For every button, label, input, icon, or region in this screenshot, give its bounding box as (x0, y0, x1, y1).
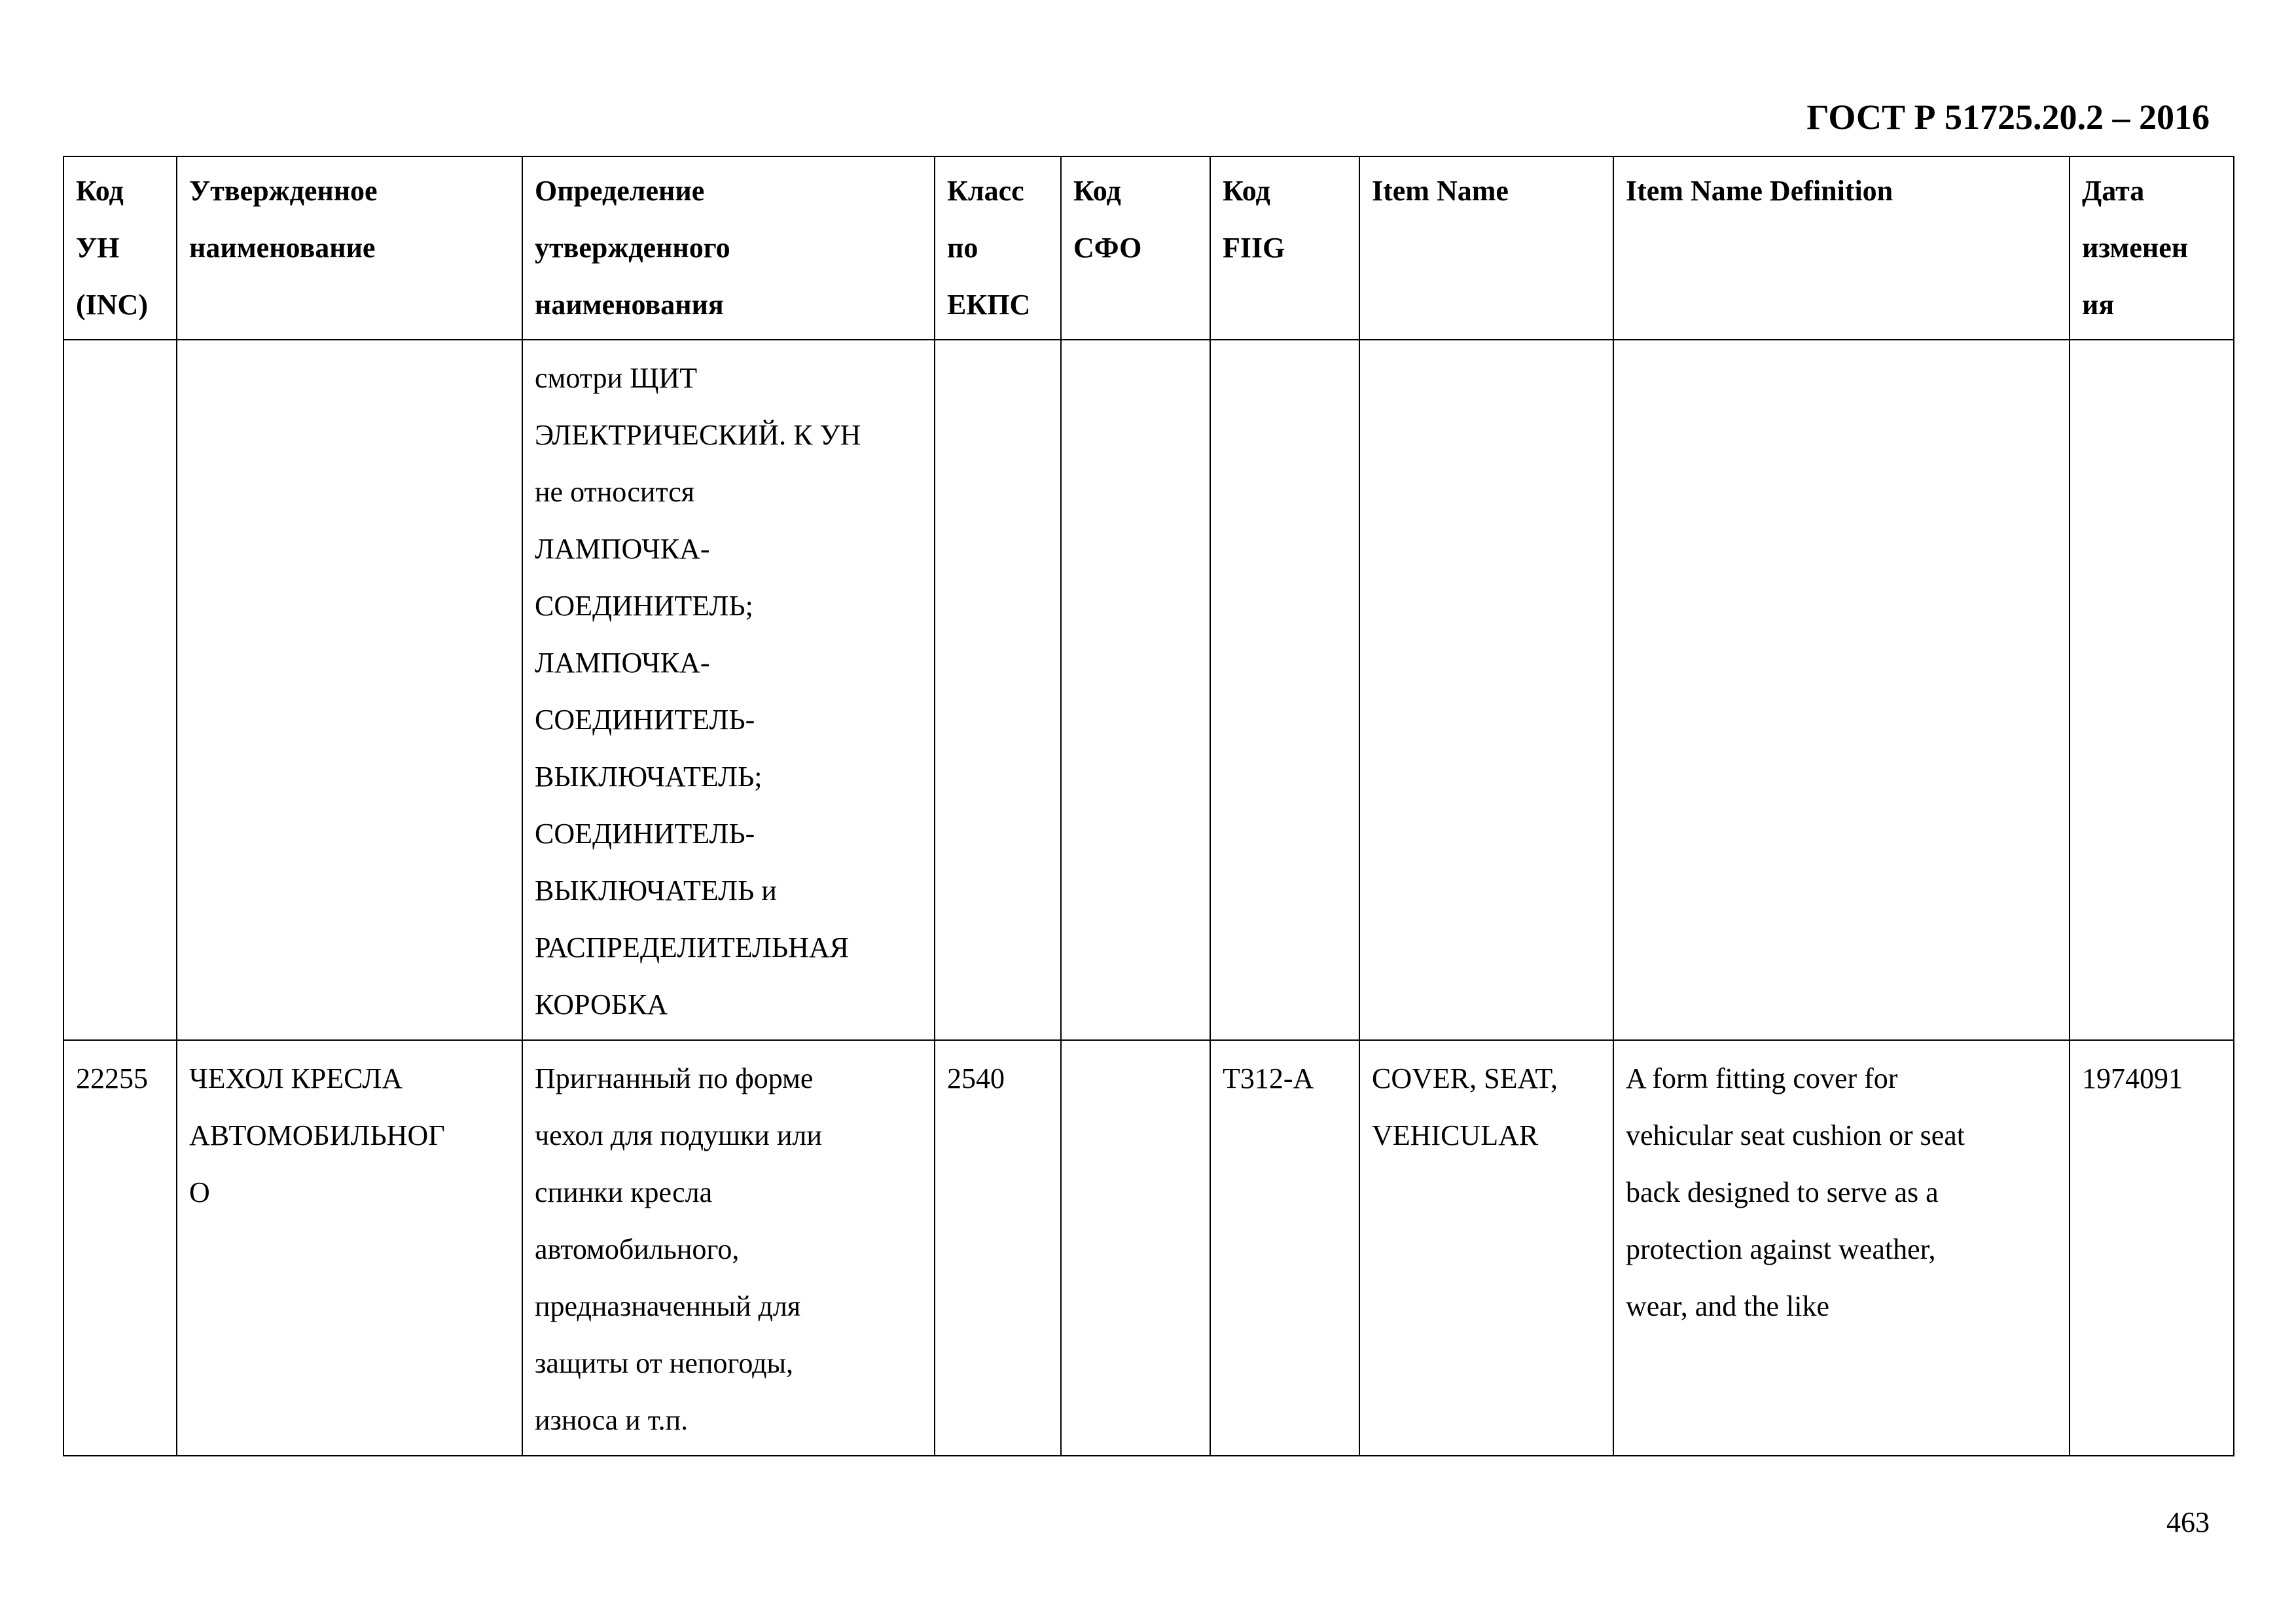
table-row (63, 1040, 2234, 1456)
cell-item-name: COVER, SEAT, VEHICULAR (1359, 1040, 1613, 1456)
header-item-name: Item Name (1359, 156, 1613, 340)
cell-item-name-definition: A form fitting cover for vehicular seat cushion or seat back designed to serve as a protection against weather, wear, and the like (1613, 1040, 2070, 1456)
header-fiig-code: Код FIIG (1210, 156, 1359, 340)
cell-change-date: 1974091 (2070, 1040, 2234, 1456)
item-names-table (63, 156, 2234, 1456)
cell-sfo-code (1061, 1040, 1210, 1456)
header-definition: Определение утвержденного наименования (522, 156, 935, 340)
header-ekps-class: Класс по ЕКПС (935, 156, 1061, 340)
page-number: 463 (2166, 1506, 2210, 1538)
cell-item-name-definition (1613, 340, 2070, 1040)
document-standard-title: ГОСТ Р 51725.20.2 – 2016 (1806, 98, 2210, 137)
header-item-name-definition: Item Name Definition (1613, 156, 2070, 340)
table-header-row (63, 156, 2234, 340)
cell-inc: 22255 (63, 1040, 177, 1456)
cell-ekps-class (935, 340, 1061, 1040)
header-inc: Код УН (INC) (63, 156, 177, 340)
cell-definition: Пригнанный по форме чехол для подушки или спинки кресла автомобильного, предназначенный для защиты от непогоды, износа и т.п. (522, 1040, 935, 1456)
cell-definition: смотри ЩИТ ЭЛЕКТРИЧЕСКИЙ. К УН не относится ЛАМПОЧКА- СОЕДИНИТЕЛЬ; ЛАМПОЧКА- СОЕДИНИТЕЛЬ- ВЫКЛЮЧАТЕЛЬ; СОЕДИНИТЕЛЬ- ВЫКЛЮЧАТЕЛЬ и РАСПРЕДЕЛИТЕЛЬНАЯ КОРОБКА (522, 340, 935, 1040)
header-sfo-code: Код СФО (1061, 156, 1210, 340)
cell-ekps-class: 2540 (935, 1040, 1061, 1456)
cell-change-date (2070, 340, 2234, 1040)
cell-item-name (1359, 340, 1613, 1040)
cell-fiig-code: T312-A (1210, 1040, 1359, 1456)
cell-approved-name: ЧЕХОЛ КРЕСЛА АВТОМОБИЛЬНОГ О (177, 1040, 522, 1456)
header-change-date: Дата изменен ия (2070, 156, 2234, 340)
cell-sfo-code (1061, 340, 1210, 1040)
cell-fiig-code (1210, 340, 1359, 1040)
table-row (63, 340, 2234, 1040)
cell-approved-name (177, 340, 522, 1040)
header-approved-name: Утвержденное наименование (177, 156, 522, 340)
cell-inc (63, 340, 177, 1040)
